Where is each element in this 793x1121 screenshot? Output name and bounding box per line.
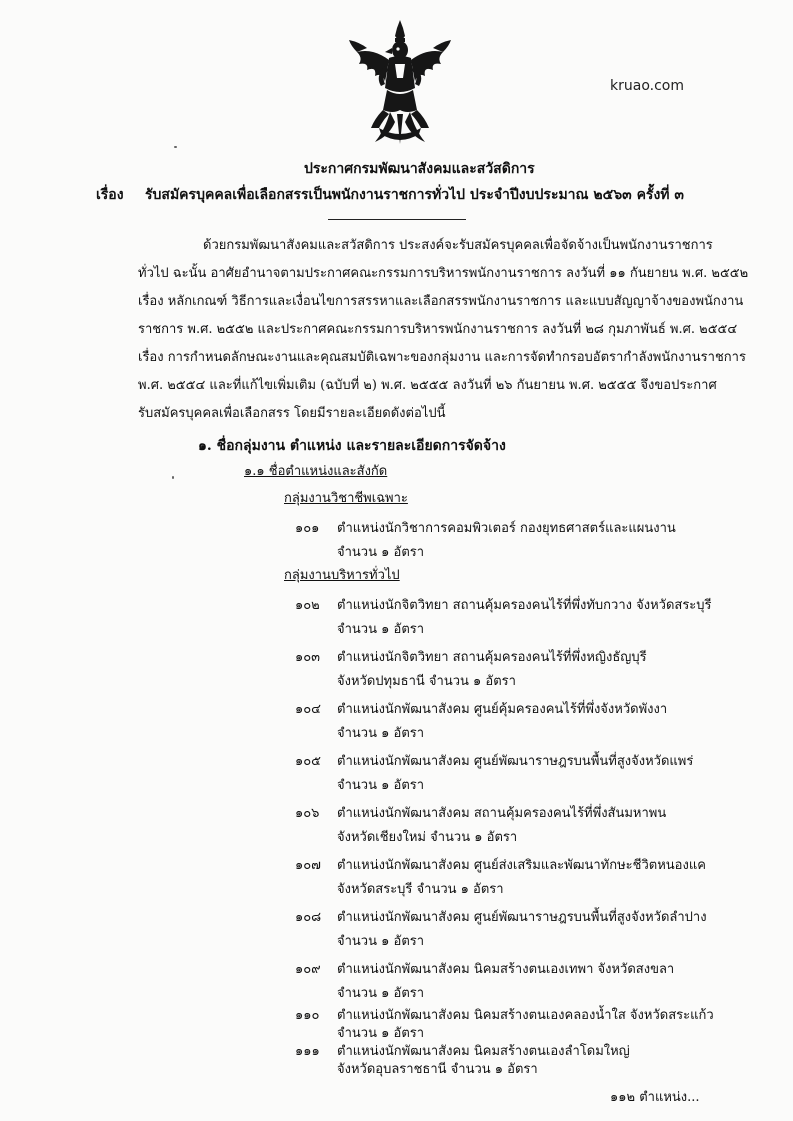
subsection-heading: ๑.๑ ชื่อตำแหน่งและสังกัด (244, 464, 388, 479)
subject-label: เรื่อง (96, 187, 124, 203)
subject-text: รับสมัครบุคคลเพื่อเลือกสรรเป็นพนักงานราชการทั่วไป ประจำปีงบประมาณ ๒๕๖๓ ครั้งที่ ๓ (145, 187, 684, 203)
intro-line: ทั่วไป ฉะนั้น อาศัยอำนาจตามประกาศคณะกรรมการบริหารพนักงานราชการ ลงวันที่ ๑๑ กันยายน พ.ศ. ๒๕๕๒ (138, 266, 749, 281)
position-detail: จังหวัดอุบลราชธานี จำนวน ๑ อัตรา (337, 1062, 538, 1077)
position-number: ๑๐๑ (295, 521, 320, 536)
group-heading-professional: กลุ่มงานวิชาชีพเฉพาะ (284, 491, 408, 506)
position-number: ๑๐๖ (295, 806, 320, 821)
garuda-emblem-icon (345, 18, 455, 148)
position-detail: จำนวน ๑ อัตรา (337, 986, 425, 1001)
position-detail: จังหวัดเชียงใหม่ จำนวน ๑ อัตรา (337, 830, 518, 845)
position-number: ๑๐๔ (295, 702, 322, 717)
document-title: ประกาศกรมพัฒนาสังคมและสวัสดิการ (304, 161, 535, 177)
position-number: ๑๐๓ (295, 650, 321, 665)
position-title: ตำแหน่งนักพัฒนาสังคม ศูนย์พัฒนาราษฎรบนพื้นที่สูงจังหวัดลำปาง (337, 910, 707, 925)
intro-line: พ.ศ. ๒๕๕๔ และที่แก้ไขเพิ่มเติม (ฉบับที่ ๒) พ.ศ. ๒๕๕๕ ลงวันที่ ๒๖ กันยายน พ.ศ. ๒๕๕๕ จึงขอประกาศ (138, 378, 717, 393)
section-heading: ๑. ชื่อกลุ่มงาน ตำแหน่ง และรายละเอียดการจัดจ้าง (198, 438, 506, 454)
position-detail: จำนวน ๑ อัตรา (337, 545, 425, 560)
position-title: ตำแหน่งนักพัฒนาสังคม นิคมสร้างตนเองคลองน้ำใส จังหวัดสระแก้ว (337, 1008, 714, 1023)
position-number: ๑๑๑ (295, 1044, 320, 1059)
position-detail: จังหวัดสระบุรี จำนวน ๑ อัตรา (337, 882, 504, 897)
position-number: ๑๑๐ (295, 1008, 320, 1023)
scan-speck (172, 476, 174, 479)
position-title: ตำแหน่งนักพัฒนาสังคม ศูนย์คุ้มครองคนไร้ที่พึ่งจังหวัดพังงา (337, 702, 668, 717)
intro-line: รับสมัครบุคคลเพื่อเลือกสรร โดยมีรายละเอียดดังต่อไปนี้ (138, 406, 446, 421)
position-number: ๑๐๕ (295, 754, 322, 769)
intro-line: ราชการ พ.ศ. ๒๕๕๒ และประกาศคณะกรรมการบริหารพนักงานราชการ ลงวันที่ ๒๘ กุมภาพันธ์ พ.ศ. ๒๕๕๔ (138, 322, 738, 337)
position-title: ตำแหน่งนักพัฒนาสังคม นิคมสร้างตนเองลำโดมใหญ่ (337, 1044, 630, 1059)
position-title: ตำแหน่งนักพัฒนาสังคม ศูนย์พัฒนาราษฎรบนพื้นที่สูงจังหวัดแพร่ (337, 754, 694, 769)
scan-speck (174, 146, 177, 148)
position-detail: จำนวน ๑ อัตรา (337, 934, 425, 949)
position-number: ๑๐๘ (295, 910, 322, 925)
position-detail: จำนวน ๑ อัตรา (337, 778, 425, 793)
site-watermark: kruao.com (610, 78, 684, 94)
position-detail: จำนวน ๑ อัตรา (337, 1026, 425, 1041)
group-heading-general: กลุ่มงานบริหารทั่วไป (284, 568, 400, 583)
position-title: ตำแหน่งนักจิตวิทยา สถานคุ้มครองคนไร้ที่พึ่งหญิงธัญบุรี (337, 650, 647, 665)
position-title: ตำแหน่งนักพัฒนาสังคม สถานคุ้มครองคนไร้ที่พึ่งสันมหาพน (337, 806, 667, 821)
position-number: ๑๐๗ (295, 858, 321, 873)
intro-line: เรื่อง การกำหนดลักษณะงานและคุณสมบัติเฉพาะของกลุ่มงาน และการจัดทำกรอบอัตรากำลังพนักงานราชการ (138, 350, 746, 365)
title-divider (328, 219, 466, 220)
position-title: ตำแหน่งนักวิชาการคอมพิวเตอร์ กองยุทธศาสตร์และแผนงาน (337, 521, 676, 536)
position-detail: จังหวัดปทุมธานี จำนวน ๑ อัตรา (337, 674, 516, 689)
position-title: ตำแหน่งนักพัฒนาสังคม นิคมสร้างตนเองเทพา จังหวัดสงขลา (337, 962, 675, 977)
position-detail: จำนวน ๑ อัตรา (337, 726, 425, 741)
intro-line: ด้วยกรมพัฒนาสังคมและสวัสดิการ ประสงค์จะรับสมัครบุคคลเพื่อจัดจ้างเป็นพนักงานราชการ (203, 238, 713, 253)
position-title: ตำแหน่งนักจิตวิทยา สถานคุ้มครองคนไร้ที่พึ่งทับกวาง จังหวัดสระบุรี (337, 598, 712, 613)
position-detail: จำนวน ๑ อัตรา (337, 622, 425, 637)
intro-line: เรื่อง หลักเกณฑ์ วิธีการและเงื่อนไขการสรรหาและเลือกสรรพนักงานราชการ และแบบสัญญาจ้างของพนักงาน (138, 294, 744, 309)
position-title: ตำแหน่งนักพัฒนาสังคม ศูนย์ส่งเสริมและพัฒนาทักษะชีวิตหนองแค (337, 858, 706, 873)
position-number: ๑๐๒ (295, 598, 320, 613)
position-number: ๑๐๙ (295, 962, 321, 977)
continued-on-next-page: ๑๑๒ ตำแหน่ง... (610, 1090, 700, 1105)
